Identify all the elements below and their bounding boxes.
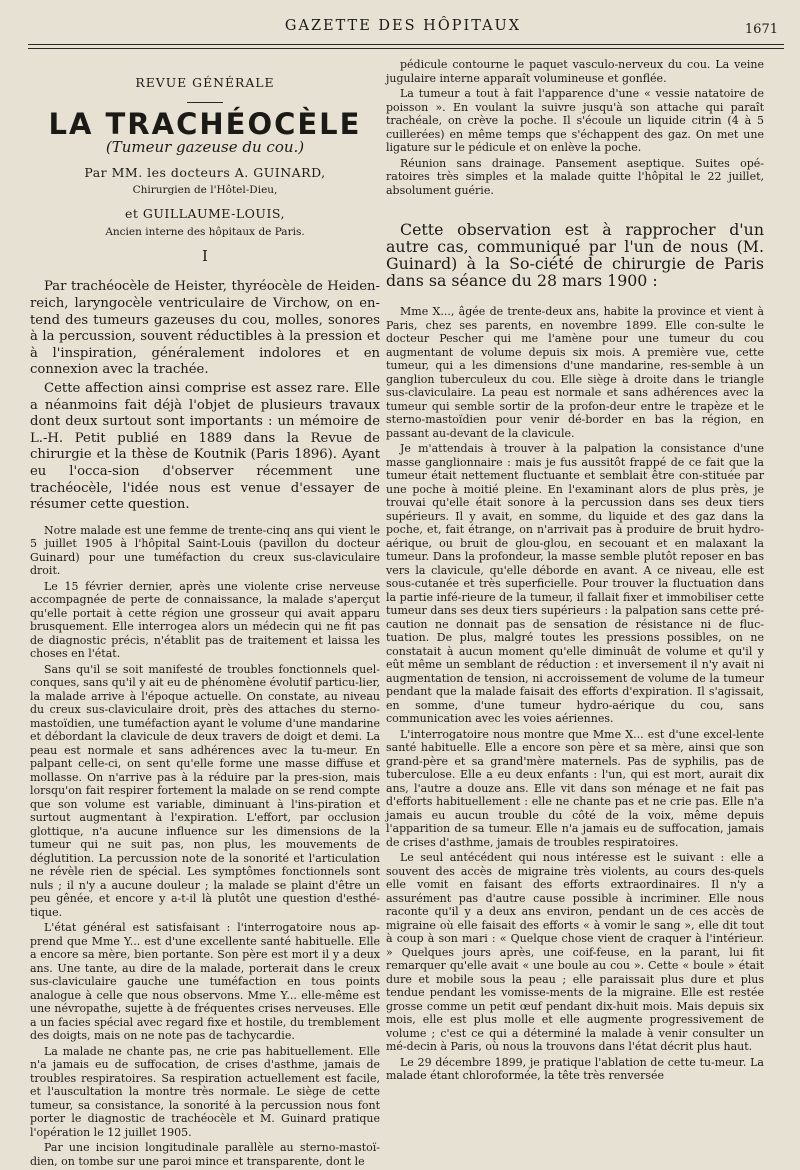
section-numeral: I bbox=[202, 247, 208, 266]
byline-authors-1: Par MM. les docteurs A. GUINARD, bbox=[84, 164, 326, 180]
article-subtitle: (Tumeur gazeuse du cou.) bbox=[105, 137, 305, 156]
intro-text: Cette observation est à rapprocher d'un autre cas, communiqué par l'un de nous (M. Guinard) à la So-ciété de chirurgie de Paris dans sa séance du 28 mars 1900 : bbox=[386, 220, 764, 290]
case-report-left bbox=[30, 524, 380, 1169]
section-kicker: REVUE GÉNÉRALE bbox=[135, 75, 275, 90]
body-paragraph: La tumeur a tout à fait l'apparence d'une « vessie natatoire de poisson ». En voulant la suivre jusqu'à son attache qui paraît trachéale, on crève la poche. Il s'écoule un liquide citrin (4 à 5 cuillerées) en même temps que s'échappent des gaz. On met une ligature sur le pédicule et on enlève la poche. bbox=[386, 87, 764, 154]
body-paragraph: Réunion sans drainage. Pansement aseptique. Suites opé-ratoires très simples et la malade quitte l'hôpital le 22 juillet, absolument guérie. bbox=[386, 156, 764, 197]
body-paragraph: Sans qu'il se soit manifesté de troubles fonctionnels quel-conques, sans qu'il y ait eu de phénomène évolutif particu-lier, la malade arrive à l'époque actuelle. On constate, au niveau du creux sus-claviculaire droit, près des attaches du sterno-mastoïdien, une tuméfaction ayant le volume d'une mandarine et débordant la clavicule de deux travers de doigt et demi. La peau est normale et sans adhérences avec la tu-meur. En palpant celle-ci, on sent qu'elle forme une masse diffuse et mollasse. On n'arrive pas à la réduire par la pres-sion, mais lorsqu'on fait respirer fortement la malade on se rend compte que son volume est variable, diminuant à l'ins-piration et surtout augmentant à l'expiration. L'effort, par occlusion glottique, n'a aucune influence sur les dimensions de la tumeur qui ne suit pas, non plus, les mouvements de déglutition. La percussion note de la sonorité et l'articulation ne révèle rien de spécial. Les symptômes fonctionnels sont nuls ; il n'y a aucune douleur ; la malade se plaint d'être un peu gênée, et encore y a-t-il là plutôt une question d'esthé-tique. bbox=[30, 662, 380, 919]
body-paragraph: pédicule contourne le paquet vasculo-nerveux du cou. La veine jugulaire interne apparaît volumineuse et gonflée. bbox=[386, 58, 764, 85]
journal-title: GAZETTE DES HÔPITAUX bbox=[284, 18, 522, 34]
body-paragraph: Le seul antécédent qui nous intéresse est le suivant : elle a souvent des accès de migraine très violents, au cours des-quels elle vomit en faisant des efforts extraordinaires. Il n'y a assurément pas d'autre cause possible à incriminer. Elle nous raconte qu'il y a deux ans environ, pendant un de ces accès de migraine où elle faisait des efforts « à vomir le sang », elle dit tout à coup à son mari : « Quelque chose vient de craquer à l'intérieur. » Quelques jours après, une coif-feuse, en la parant, lui fit remarquer qu'elle avait « une boule au cou ». Cette « boule » était dure et mobile sous la peau ; elle paraissait plus dure et plus tendue pendant les vomisse-ments de la migraine. Elle est restée grosse comme un petit œuf pendant dix-huit mois. Mais depuis six mois, elle est plus molle et elle augmente progressivement de volume ; c'est ce qui a déterminé la malade à venir consulter un mé-decin à Paris, où nous la trouvons dans l'état décrit plus haut. bbox=[386, 851, 764, 1053]
header-rule-top bbox=[28, 44, 784, 45]
page-number: 1671 bbox=[744, 22, 778, 37]
case-report-right bbox=[386, 305, 764, 1083]
body-paragraph: Le 15 février dernier, après une violente crise nerveuse accompagnée de perte de connaissance, la malade s'aperçut qu'elle portait à cette région une grosseur qui avait apparu brusquement. Elle interrogea alors un médecin qui ne fit pas de diagnostic précis, n'établit pas de traitement et laissa les choses en l'état. bbox=[30, 579, 380, 661]
page-header bbox=[28, 18, 778, 40]
body-paragraph: La malade ne chante pas, ne crie pas habituellement. Elle n'a jamais eu de suffocation, de crises d'asthme, jamais de troubles respiratoires. Sa respiration actuellement est facile, et l'auscultation la montre très normale. Le siège de cette tumeur, sa consistance, la sonorité à la percussion nous font porter le diagnostic de trachéocèle et M. Guinard pratique l'opération le 12 juillet 1905. bbox=[30, 1044, 380, 1139]
body-paragraph: Par une incision longitudinale parallèle au sterno-mastoï-dien, on tombe sur une paroi mince et transparente, dont le bbox=[30, 1141, 380, 1168]
article-headline: LA TRACHÉOCÈLE bbox=[48, 107, 362, 142]
body-paragraph: Mme X..., âgée de trente-deux ans, habite la province et vient à Paris, chez ses parents, en novembre 1899. Elle con-sulte le docteur Pescher qui me l'amène pour une tumeur du cou augmentant de volume depuis six mois. A première vue, cette tumeur, qui a les dimensions d'une mandarine, res-semble à un ganglion tuberculeux du cou. Elle siège à droite dans le triangle sus-claviculaire. La peau est normale et sans adhérences avec la tumeur qui semble sortir de la profon-deur entre le trapèze et le sterno-mastoïdien pour venir dé-border en bas la région, en passant au-devant de la clavicule. bbox=[386, 305, 764, 440]
body-paragraph: L'état général est satisfaisant : l'interrogatoire nous ap-prend que Mme Y... est d'une excellente santé habituelle. Elle a encore sa mère, bien portante. Son père est mort il y a deux ans. Une tante, au dire de la malade, porterait dans le creux sus-claviculaire gauche une tuméfaction en tous points analogue à celle que nous observons. Mme Y... elle-même est une névropathe, sujette à de fréquentes crises nerveuses. Elle a un facies spécial avec regard fixe et hostile, du tremblement des doigts, mais on ne note pas de tachycardie. bbox=[30, 921, 380, 1043]
lead-paragraph: Cette affection ainsi comprise est assez rare. Elle a néanmoins fait déjà l'objet de plusieurs travaux dont deux surtout sont importants : un mémoire de L.-H. Petit publié en 1889 dans la Revue de chirurgie et la thèse de Koutnik (Paris 1896). Ayant eu l'occa-sion d'observer récemment une trachéocèle, l'idée nous est venue d'essayer de résumer cette question. bbox=[30, 380, 380, 513]
right-column bbox=[386, 58, 764, 1085]
kicker-rule bbox=[187, 102, 223, 103]
affiliation-2: Ancien interne des hôpitaux de Paris. bbox=[105, 225, 305, 238]
body-paragraph: Notre malade est une femme de trente-cinq ans qui vient le 5 juillet 1905 à l'hôpital Saint-Louis (pavillon du docteur Guinard) pour une tuméfaction du creux sus-claviculaire droit. bbox=[30, 523, 380, 578]
body-paragraph: L'interrogatoire nous montre que Mme X... est d'une excel-lente santé habituelle. Elle a encore son père et sa mère, ainsi que son grand-père et sa grand'mère maternels. Pas de syphilis, pas de tuberculose. Elle a eu deux enfants : l'un, qui est mort, aurait dix ans, l'autre a douze ans. Elle vit dans son ménage et ne fait pas d'efforts habituellement : elle ne chante pas et ne crie pas. Elle n'a jamais eu aucun trouble du côté de la voix, même depuis l'apparition de sa tumeur. Elle n'a jamais eu de suffocation, jamais de crises d'asthme, jamais de troubles respiratoires. bbox=[386, 727, 764, 849]
case-report-continued bbox=[386, 58, 764, 197]
header-rule-bottom bbox=[28, 48, 784, 49]
lead-paragraph: Par trachéocèle de Heister, thyréocèle de Heiden-reich, laryngocèle ventriculaire de Virchow, on en-tend des tumeurs gazeuses du cou, molles, sonores à la percussion, souvent réductibles à la pression et à l'inspiration, généralement indolores et en connexion avec la trachée. bbox=[30, 279, 380, 378]
body-paragraph: Je m'attendais à trouver à la palpation la consistance d'une masse ganglionnaire : mais je fus aussitôt frappé de ce fait que la tumeur était nettement fluctuante et semblait être con-stituée par une poche à moitié pleine. En l'examinant alors de plus près, je trouvai qu'elle était sonore à la percussion dans ses deux tiers supérieurs. Il y avait, en somme, du liquide et des gaz dans la poche, et, fait étrange, on n'arrivait pas à produire de bruit hydro-aérique, ou bruit de glou-glou, en secouant et en malaxant la tumeur. Dans la profondeur, la masse semble plutôt reposer en bas vers la clavicule, qu'elle déborde en avant. A ce niveau, elle est sous-cutanée et très superficielle. Pour trouver la fluctuation dans la partie infé-rieure de la tumeur, il fallait fixer et immobiliser cette tumeur dans ses deux tiers supérieurs : la palpation sans cette pré-caution ne donnait pas de sensation de résistance ni de fluc-tuation. De plus, malgré toutes les pressions possibles, on ne constatait à aucun moment qu'elle diminuât de volume et qu'il y eût même un semblant de réduction : et inversement il n'y avait ni augmentation de tension, ni accroissement de volume de la tumeur pendant que la malade faisait des efforts d'expiration. Il s'agissait, en somme, d'une tumeur hydro-aérique du cou, sans communication avec les voies aériennes. bbox=[386, 442, 764, 725]
lead-text bbox=[30, 279, 380, 513]
byline-authors-2: et GUILLAUME-LOUIS, bbox=[124, 206, 285, 222]
body-paragraph: Le 29 décembre 1899, je pratique l'ablation de cette tu-meur. La malade étant chloroformée, la tête très renversée bbox=[386, 1055, 764, 1082]
left-column bbox=[30, 68, 380, 1170]
affiliation-1: Chirurgien de l'Hôtel-Dieu, bbox=[132, 184, 278, 197]
intro-paragraph bbox=[386, 221, 764, 289]
